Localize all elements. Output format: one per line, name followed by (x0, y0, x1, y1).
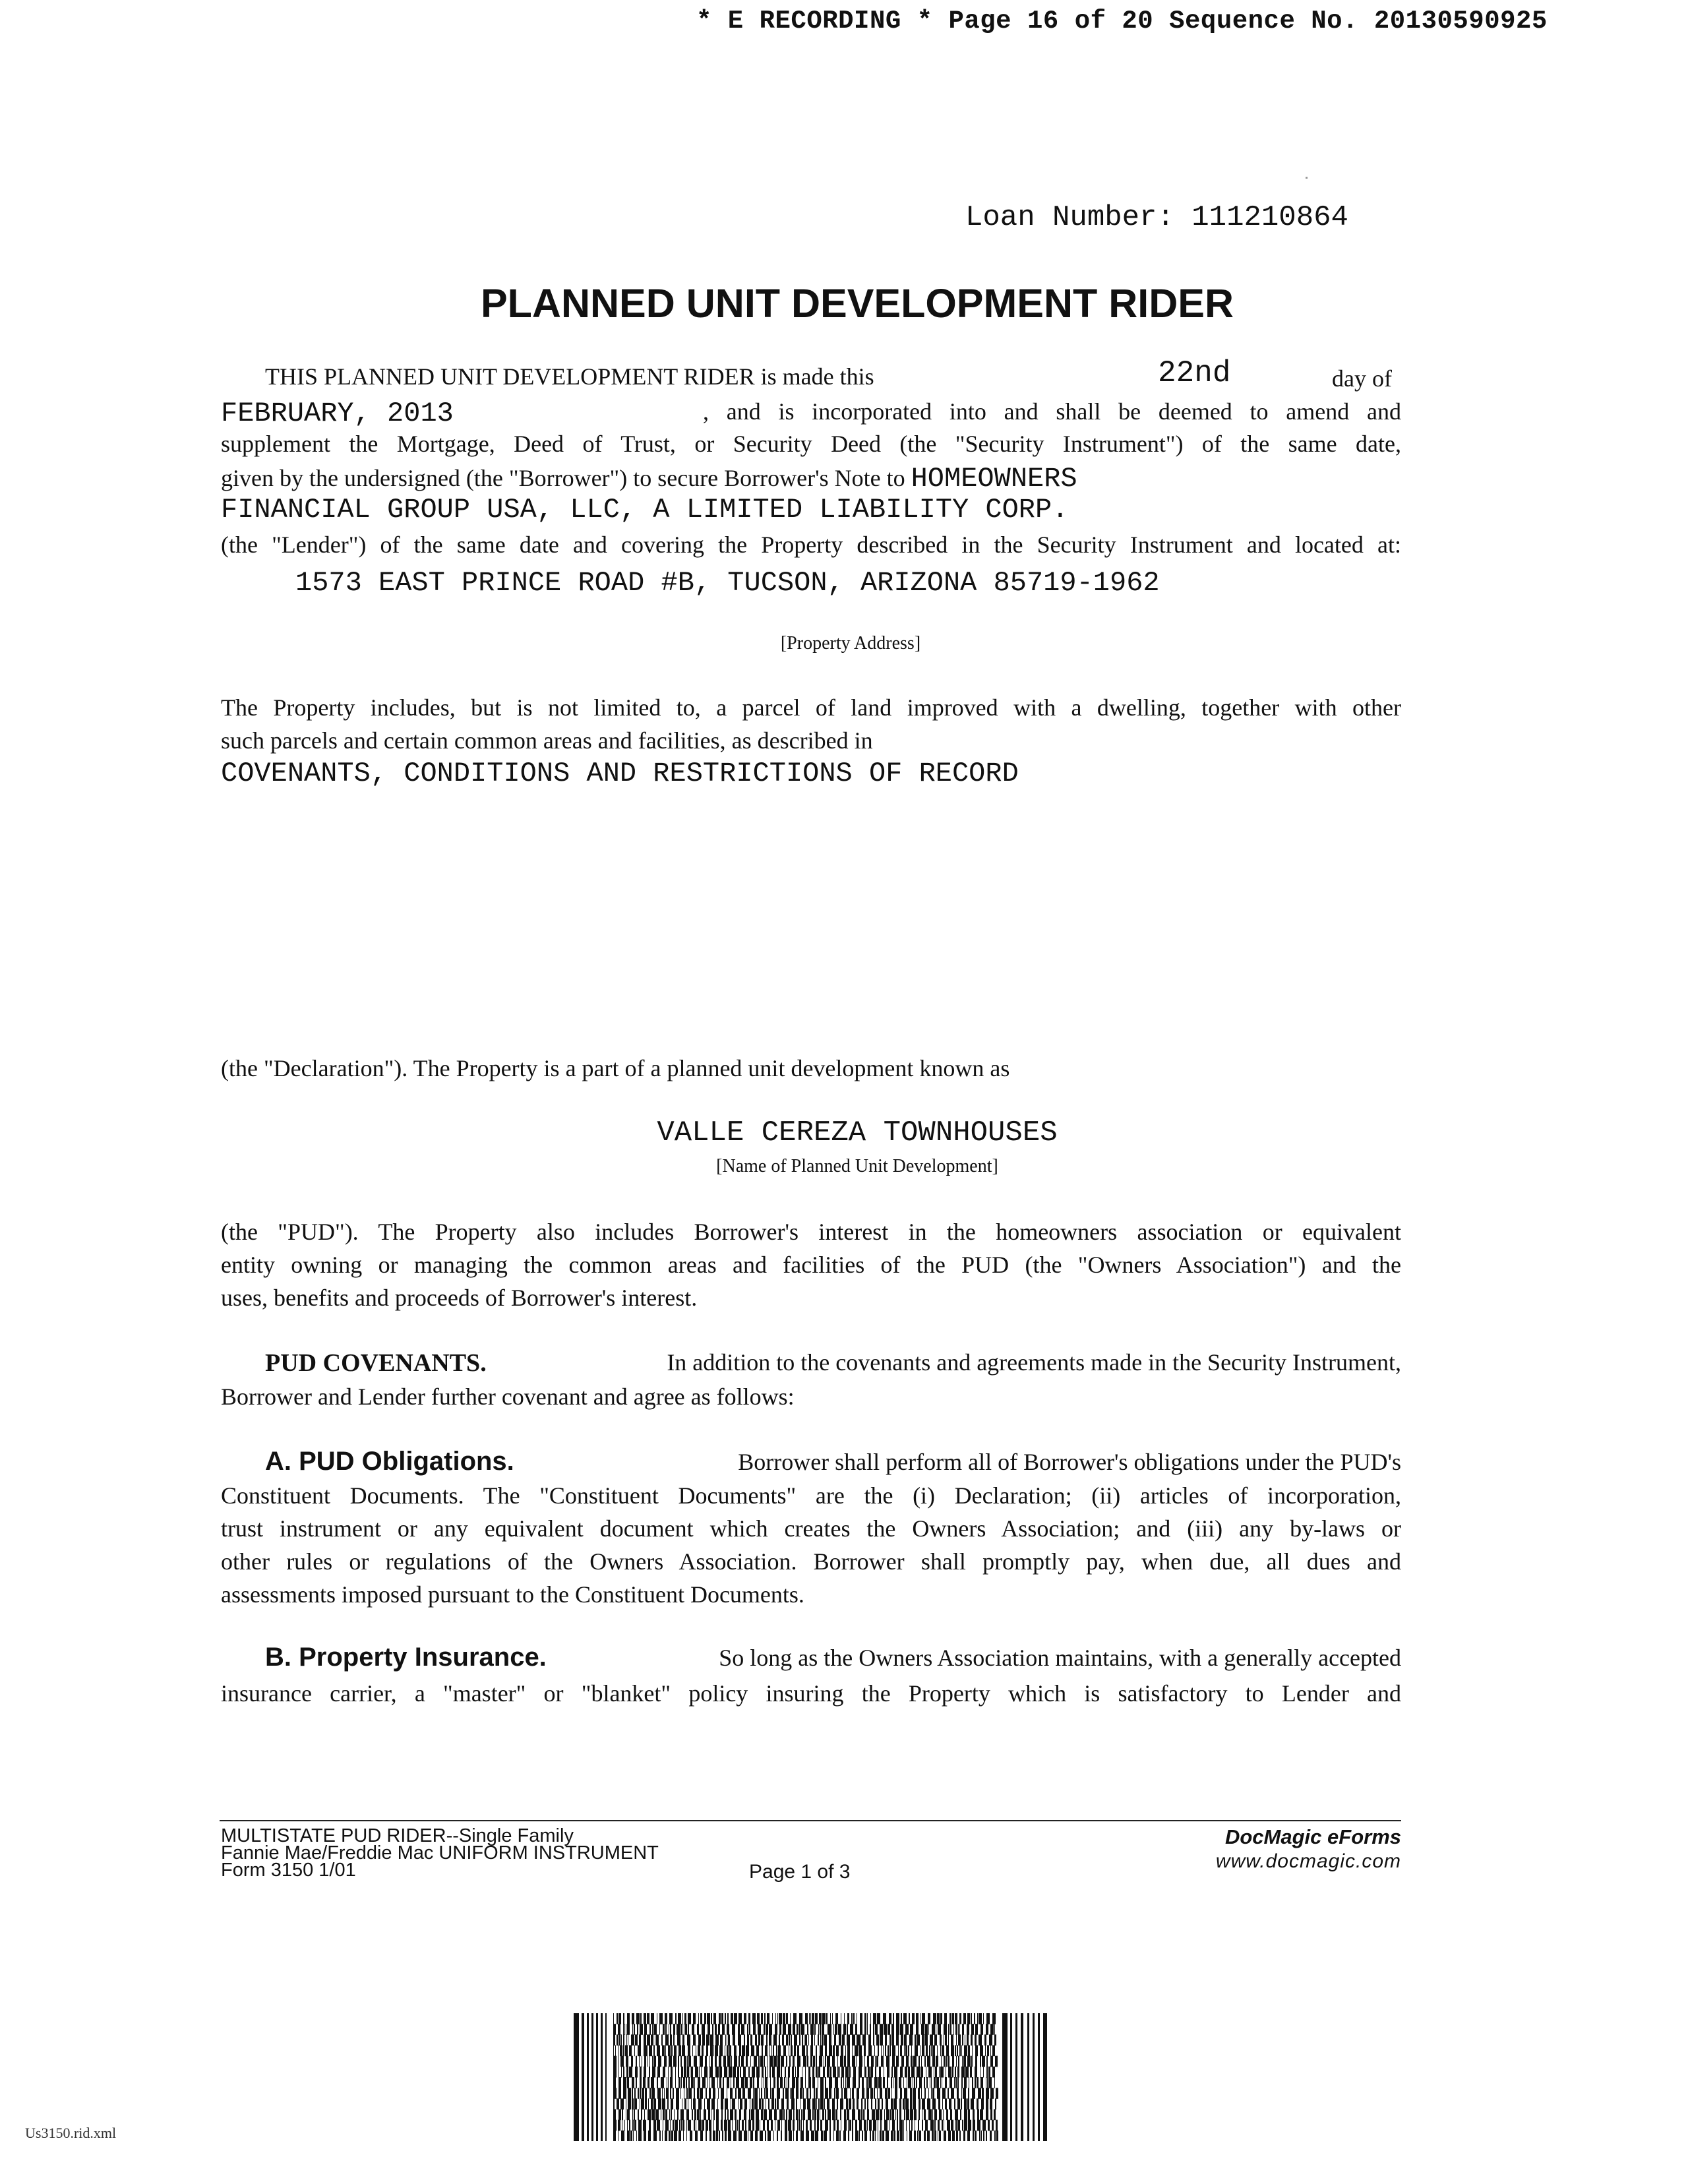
section-b-line-2: insurance carrier, a "master" or "blanket" policy insuring the Property which is satisfactory to Lender and (221, 1680, 1401, 1707)
intro-line-1: THIS PLANNED UNIT DEVELOPMENT RIDER is made this (265, 363, 874, 390)
intro-line-2: , and is incorporated into and shall be deemed to amend and (703, 398, 1401, 425)
footer-form-line-3: Form 3150 1/01 (221, 1860, 356, 1881)
pud-name-value: VALLE CEREZA TOWNHOUSES (657, 1116, 1058, 1149)
pud-interest-line-2: entity owning or managing the common areas and facilities of the PUD (the "Owners Association") and the (221, 1252, 1401, 1278)
section-b-heading: B. Property Insurance. (265, 1643, 547, 1672)
property-includes-line-2: such parcels and certain common areas and facilities, as described in (221, 727, 873, 754)
section-b-line-1 (265, 1644, 1401, 1670)
covenants-line-1 (265, 1350, 1401, 1376)
footer-rule (220, 1820, 1401, 1821)
rider-date-value: FEBRUARY, 2013 (221, 398, 454, 429)
document-title: PLANNED UNIT DEVELOPMENT RIDER (480, 281, 1234, 326)
intro-line-6: (the "Lender") of the same date and covering the Property described in the Security Instrument and located at: (221, 531, 1401, 558)
intro-line-4 (221, 465, 1077, 493)
docmagic-url: www.docmagic.com (1215, 1850, 1401, 1872)
rider-day-value: 22nd (1158, 356, 1231, 390)
intro-line-4-text: given by the undersigned (the "Borrower") to secure Borrower's Note to (221, 465, 905, 491)
declaration-line: (the "Declaration"). The Property is a part of a planned unit development known as (221, 1055, 1010, 1081)
covenants-heading: PUD COVENANTS. (265, 1349, 487, 1377)
pud-interest-line-1: (the "PUD"). The Property also includes Borrower's interest in the homeowners association or equivalent (221, 1219, 1401, 1245)
property-address-value: 1573 EAST PRINCE ROAD #B, TUCSON, ARIZONA 85719-1962 (295, 567, 1160, 599)
section-a-line-4: other rules or regulations of the Owners Association. Borrower shall promptly pay, when due, all dues and (221, 1548, 1401, 1575)
property-address-caption: [Property Address] (780, 633, 921, 653)
lender-name-part-1: HOMEOWNERS (911, 463, 1077, 495)
property-includes-line-1: The Property includes, but is not limited to, a parcel of land improved with a dwelling, together with other (221, 694, 1401, 721)
recording-stamp: * E RECORDING * Page 16 of 20 Sequence No. 20130590925 (696, 7, 1548, 36)
lender-name-part-2: FINANCIAL GROUP USA, LLC, A LIMITED LIABILITY CORP. (221, 494, 1069, 526)
section-a-line-2: Constituent Documents. The "Constituent Documents" are the (i) Declaration; (ii) articles of incorporation, (221, 1482, 1401, 1509)
declaration-value: COVENANTS, CONDITIONS AND RESTRICTIONS OF RECORD (221, 758, 1019, 789)
footer-page-number: Page 1 of 3 (749, 1861, 851, 1883)
loan-number-value: 111210864 (1191, 201, 1348, 234)
document-barcode (574, 2013, 1048, 2141)
section-a-heading: A. PUD Obligations. (265, 1447, 514, 1476)
day-of-label: day of (1332, 365, 1392, 392)
intro-line-3: supplement the Mortgage, Deed of Trust, or Security Deed (the "Security Instrument") of the same date, (221, 431, 1401, 457)
section-a-line-1 (265, 1448, 1401, 1474)
docmagic-logo: DocMagic eForms (1224, 1825, 1401, 1848)
section-a-line-1-text: Borrower shall perform all of Borrower's obligations under the PUD's (738, 1449, 1401, 1475)
footer-form-line-2: Fannie Mae/Freddie Mac UNIFORM INSTRUMENT (221, 1842, 659, 1864)
footer-form-info (221, 1827, 659, 1879)
covenants-line-1-text: In addition to the covenants and agreements made in the Security Instrument, (667, 1349, 1401, 1376)
section-a-line-3: trust instrument or any equivalent document which creates the Owners Association; and (iii) any by-laws or (221, 1515, 1401, 1542)
pud-interest-line-3: uses, benefits and proceeds of Borrower's interest. (221, 1285, 698, 1311)
pud-name-caption: [Name of Planned Unit Development] (716, 1156, 998, 1176)
covenants-line-2: Borrower and Lender further covenant and agree as follows: (221, 1383, 795, 1410)
loan-number-label: Loan Number: (965, 201, 1174, 234)
section-a-line-5: assessments imposed pursuant to the Constituent Documents. (221, 1581, 804, 1608)
footer-form-line-1: MULTISTATE PUD RIDER--Single Family (221, 1825, 574, 1846)
loan-number (965, 201, 1348, 234)
form-code: Us3150.rid.xml (25, 2125, 117, 2141)
section-b-line-1-text: So long as the Owners Association maintains, with a generally accepted (719, 1645, 1401, 1671)
scan-speck (1306, 177, 1308, 179)
